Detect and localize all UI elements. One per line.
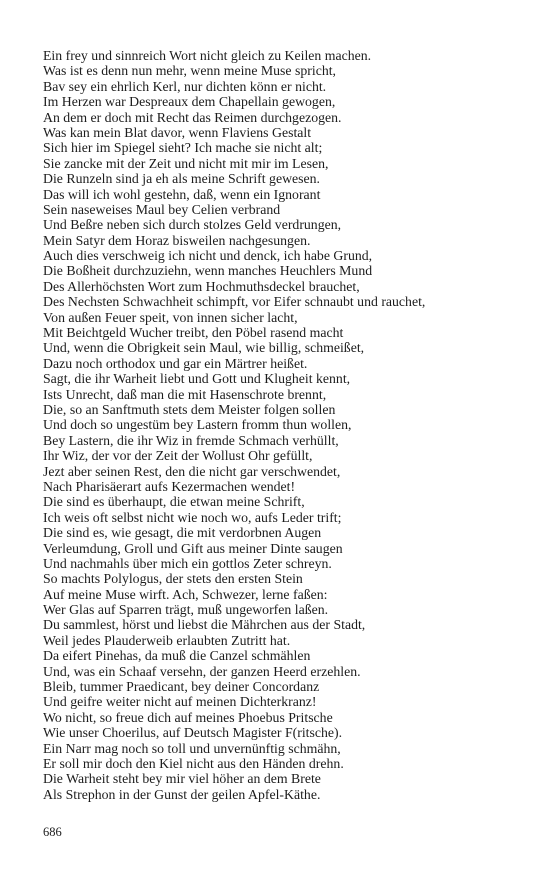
- verse-line: An dem er doch mit Recht das Reimen durchgezogen.: [43, 109, 342, 125]
- verse-line: Und, was ein Schaaf versehn, der ganzen Heerd erzehlen.: [43, 663, 361, 679]
- verse-line: Auch dies verschweig ich nicht und denck, ich habe Grund,: [43, 248, 373, 264]
- verse-line: Ich weis oft selbst nicht wie noch wo, aufs Leder trift;: [43, 509, 342, 525]
- verse-line: Die sind es überhaupt, die etwan meine Schrift,: [43, 494, 305, 510]
- verse-line: Die Runzeln sind ja eh als meine Schrift gewesen.: [43, 171, 321, 187]
- verse-line: Und geifre weiter nicht auf meinen Dichterkranz!: [43, 694, 317, 710]
- verse-line: Als Strephon in der Gunst der geilen Apfel-Käthe.: [43, 786, 321, 802]
- verse-line: Die, so an Sanftmuth stets dem Meister folgen sollen: [43, 401, 336, 417]
- verse-line: Und doch so ungestüm bey Lastern fromm thun wollen,: [43, 417, 352, 433]
- verse-line: Wo nicht, so freue dich auf meines Phoebus Pritsche: [43, 709, 333, 725]
- verse-line: Weil jedes Plauderweib erlaubten Zutritt hat.: [43, 632, 291, 648]
- verse-line: Sich hier im Spiegel sieht? Ich mache sie nicht alt;: [43, 140, 323, 156]
- verse-line: Ein frey und sinnreich Wort nicht gleich zu Keilen machen.: [43, 48, 372, 63]
- verse-line: Auf meine Muse wirft. Ach, Schwezer, lerne faßen:: [43, 586, 328, 602]
- verse-line: Was kan mein Blat davor, wenn Flaviens Gestalt: [43, 124, 312, 140]
- verse-line: Die Boßheit durchzuziehn, wenn manches Heuchlers Mund: [43, 263, 373, 279]
- verse-line: Und, wenn die Obrigkeit sein Maul, wie billig, schmeißet,: [43, 340, 365, 356]
- verse-line: Was ist es denn nun mehr, wenn meine Muse spricht,: [43, 63, 336, 79]
- verse-line: Ists Unrecht, daß man die mit Hasenschrote brennt,: [43, 386, 327, 402]
- verse-line: Mit Beichtgeld Wucher treibt, den Pöbel rasend macht: [43, 325, 344, 341]
- verse-line: Von außen Feuer speit, von innen sicher lacht,: [43, 309, 298, 325]
- verse-line: Mein Satyr dem Horaz bisweilen nachgesungen.: [43, 232, 311, 248]
- verse-line: Ein Narr mag noch so toll und unvernünftig schmähn,: [43, 740, 341, 756]
- verse-line: Sagt, die ihr Warheit liebt und Gott und Klugheit kennt,: [43, 371, 351, 387]
- verse-line: Sein naseweises Maul bey Celien verbrand: [43, 201, 281, 217]
- verse-line: Des Nechsten Schwachheit schimpft, vor Eifer schnaubt und rauchet,: [43, 294, 426, 310]
- verse-line: Bav sey ein ehrlich Kerl, nur dichten könn er nicht.: [43, 78, 327, 94]
- verse-line: Wie unser Choerilus, auf Deutsch Magister F(ritsche).: [43, 725, 343, 741]
- verse-line: Bleib, tummer Praedicant, bey deiner Concordanz: [43, 679, 320, 695]
- verse-line: Und Beßre neben sich durch stolzes Geld verdrungen,: [43, 217, 342, 233]
- verse-line: Sie zancke mit der Zeit und nicht mit mir im Lesen,: [43, 155, 329, 171]
- verse-line: Und nachmahls über mich ein gottlos Zeter schreyn.: [43, 555, 332, 571]
- page-number: 686: [43, 825, 62, 839]
- verse-line: Wer Glas auf Sparren trägt, muß ungeworfen laßen.: [43, 602, 329, 618]
- verse-line: Da eifert Pinehas, da muß die Canzel schmählen: [43, 648, 311, 664]
- verse-line: Er soll mir doch den Kiel nicht aus den Händen drehn.: [43, 755, 344, 771]
- verse-line: Des Allerhöchsten Wort zum Hochmuthsdeckel brauchet,: [43, 278, 360, 294]
- verse-line: Nach Pharisäerart aufs Kezermachen wendet!: [43, 478, 296, 494]
- verse-line: Die Warheit steht bey mir viel höher an dem Brete: [43, 771, 321, 787]
- verse-line: Dazu noch orthodox und gar ein Märtrer heißet.: [43, 355, 308, 371]
- verse-line: Du sammlest, hörst und liebst die Mährchen aus der Stadt,: [43, 617, 366, 633]
- verse-line: So machts Polylogus, der stets den ersten Stein: [43, 571, 303, 587]
- poem-text: [43, 48, 513, 802]
- verse-line: Die sind es, wie gesagt, die mit verdorbnen Augen: [43, 525, 322, 541]
- verse-line: Das will ich wohl gestehn, daß, wenn ein Ignorant: [43, 186, 321, 202]
- verse-line: Ihr Wiz, der vor der Zeit der Wollust Ohr gefüllt,: [43, 448, 313, 464]
- verse-line: Bey Lastern, die ihr Wiz in fremde Schmach verhüllt,: [43, 432, 339, 448]
- verse-line: Im Herzen war Despreaux dem Chapellain gewogen,: [43, 94, 336, 110]
- verse-line: Jezt aber seinen Rest, den die nicht gar verschwendet,: [43, 463, 341, 479]
- verse-line: Verleumdung, Groll und Gift aus meiner Dinte saugen: [43, 540, 343, 556]
